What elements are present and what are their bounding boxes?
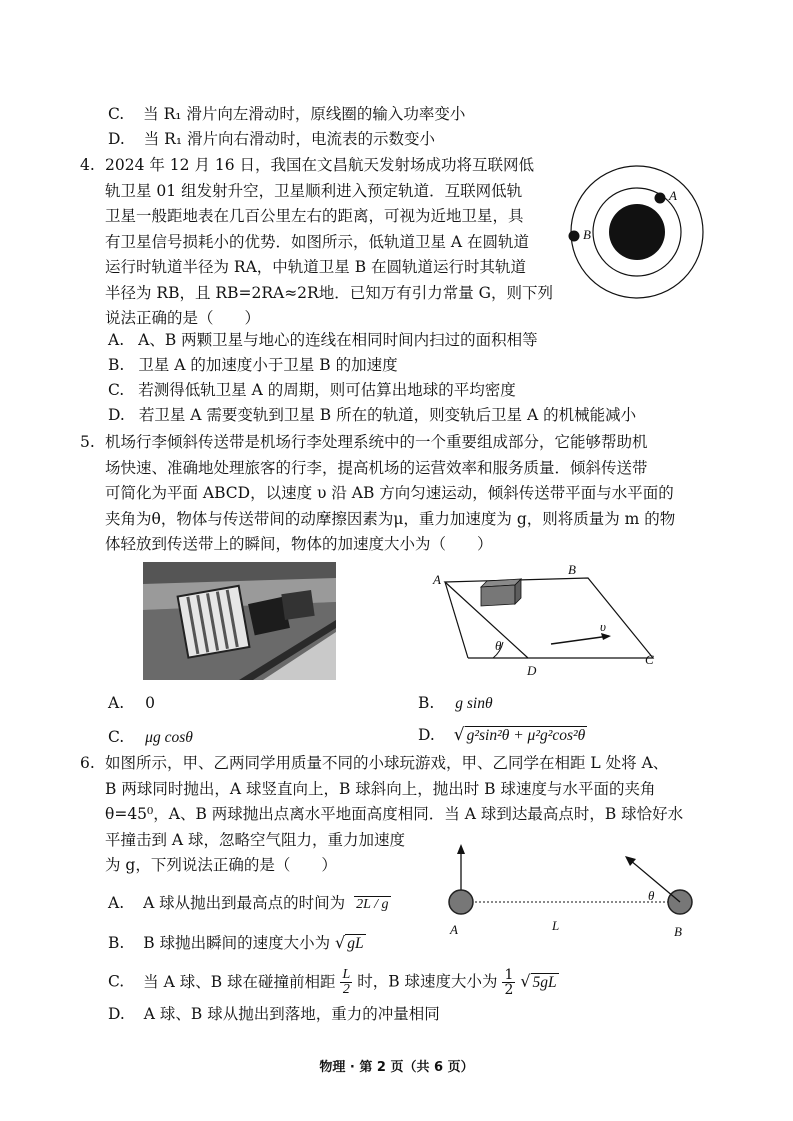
stem-line: 如图所示，甲、乙两同学用质量不同的小球玩游戏，甲、乙同学在相距 L 处将 A、 (105, 754, 669, 772)
option-label: D. (108, 406, 125, 424)
prev-option-d (108, 129, 435, 149)
block (481, 579, 521, 606)
ground-line (445, 582, 468, 658)
option-text: 当 R₁ 滑片向左滑动时，原线圈的输入功率变小 (143, 105, 466, 123)
q6-option-a: A. A 球从抛出到最高点的时间为 2L / g (108, 894, 389, 912)
ball-a (449, 890, 473, 914)
label-theta: θ (648, 888, 655, 903)
q5-number: 5. (80, 433, 95, 451)
fraction: $\frac{L}{2}$ (342, 967, 351, 997)
option-text: A、B 两颗卫星与地心的连线在相同时间内扫过的面积相等 (138, 331, 538, 349)
stem-line: 轨卫星 01 组发射升空，卫星顺利进入预定轨道．互联网低轨 (105, 181, 523, 200)
label-b: B (583, 227, 591, 242)
projectile-diagram (440, 842, 710, 942)
q6-option-c: C. 当 A 球、B 球在碰撞前相距 $\frac{L}{2}$ 时，B 球速度大小为 $\frac{1}{2}$ √ 5gL (108, 967, 557, 998)
option-text: 卫星 A 的加速度小于卫星 B 的加速度 (138, 356, 398, 374)
arrow-b (630, 860, 680, 902)
sqrt-expression: 2L / g (356, 897, 389, 912)
stem-line: 平撞击到 A 球，忽略空气阻力，重力加速度 (105, 830, 406, 849)
stem-line: 夹角为θ，物体与传送带间的动摩擦因素为μ，重力加速度为 g，则将质量为 m 的物 (105, 509, 676, 528)
q5-option-d: D. √ g²sin²θ + μ²g²cos²θ (418, 725, 586, 745)
stem-line: 可简化为平面 ABCD，以速度 υ 沿 AB 方向匀速运动，倾斜传送带平面与水平面的 (105, 484, 674, 502)
label-C: C (645, 652, 654, 667)
stem-line: 运行时轨道半径为 RA，中轨道卫星 B 在圆轨道运行时其轨道 (105, 258, 527, 276)
satellite-a (655, 193, 666, 204)
option-2 (108, 380, 516, 400)
label-v: υ (600, 619, 606, 634)
satellite-b (569, 231, 580, 242)
stem-line: θ=45⁰，A、B 两球抛出点离水平地面高度相同．当 A 球到达最高点时，B 球恰好水 (105, 805, 684, 823)
stem-line: 2024 年 12 月 16 日，我国在文昌航天发射场成功将互联网低 (105, 156, 535, 174)
sqrt-expression: √ g²sin²θ + μ²g²cos²θ (453, 725, 586, 745)
option-label: A. (108, 331, 125, 349)
label-A: A (450, 922, 458, 937)
label-a: A (669, 188, 677, 203)
conveyor-diagram (425, 560, 665, 680)
luggage-photo (143, 562, 336, 680)
fraction: $\frac{1}{2}$ (504, 967, 514, 998)
prev-option-c (108, 104, 465, 124)
q6-option-b: B. B 球抛出瞬间的速度大小为 √ gL (108, 933, 364, 952)
q5-option-c: C. μg cosθ (108, 728, 193, 746)
stem-line: 场快速、准确地处理旅客的行李，提高机场的运营效率和服务质量．倾斜传送带 (105, 458, 648, 477)
label-D: D (527, 663, 537, 678)
option-1 (108, 355, 398, 375)
stem-line: 为 g，下列说法正确的是（ ） (105, 856, 337, 874)
page-footer: 物理 · 第 2 页（共 6 页） (319, 1060, 474, 1075)
stem-line: B 两球同时抛出，A 球竖直向上，B 球斜向上，抛出时 B 球速度与水平面的夹角 (105, 779, 656, 798)
stem-line: 有卫星信号损耗小的优势．如图所示，低轨道卫星 A 在圆轨道 (105, 232, 530, 251)
option-text: 若测得低轨卫星 A 的周期，则可估算出地球的平均密度 (138, 381, 516, 399)
stem-line: 半径为 RB，且 RB=2RA≈2R地．已知万有引力常量 G，则下列 (105, 283, 554, 302)
option-0 (108, 330, 538, 350)
q6-number: 6. (80, 754, 95, 772)
earth (609, 204, 665, 260)
sqrt-expression: gL (347, 935, 364, 952)
label-A: A (433, 572, 441, 587)
stem-line: 卫星一般距地表在几百公里左右的距离，可视为近地卫星，具 (105, 207, 524, 225)
label-theta: θ (495, 638, 502, 653)
stem-line: 说法正确的是（ ） (105, 309, 261, 327)
stem-line: 体轻放到传送带上的瞬间，物体的加速度大小为（ ） (105, 535, 493, 553)
option-3 (108, 405, 636, 425)
option-label: C. (108, 105, 125, 123)
q5-option-a: A. 0 (108, 694, 155, 712)
option-text: 若卫星 A 需要变轨到卫星 B 所在的轨道，则变轨后卫星 A 的机械能减小 (138, 406, 637, 424)
q6-option-d: D. A 球、B 球从抛出到落地，重力的冲量相同 (108, 1005, 440, 1023)
orbit-diagram (565, 160, 715, 310)
stem-line: 机场行李倾斜传送带是机场行李处理系统中的一个重要组成部分，它能够帮助机 (105, 433, 648, 451)
sqrt-expression: 5gL (532, 973, 557, 991)
option-label: D. (108, 130, 125, 148)
velocity-arrow (551, 636, 609, 644)
label-L: L (552, 918, 560, 933)
label-B: B (568, 562, 576, 577)
option-label: B. (108, 356, 125, 374)
option-label: C. (108, 381, 125, 399)
q4-number: 4. (80, 156, 95, 174)
q5-option-b: B. g sinθ (418, 694, 493, 712)
label-B: B (674, 924, 682, 939)
plane-abcd (445, 578, 653, 658)
option-text: 当 R₁ 滑片向右滑动时，电流表的示数变小 (143, 130, 435, 148)
